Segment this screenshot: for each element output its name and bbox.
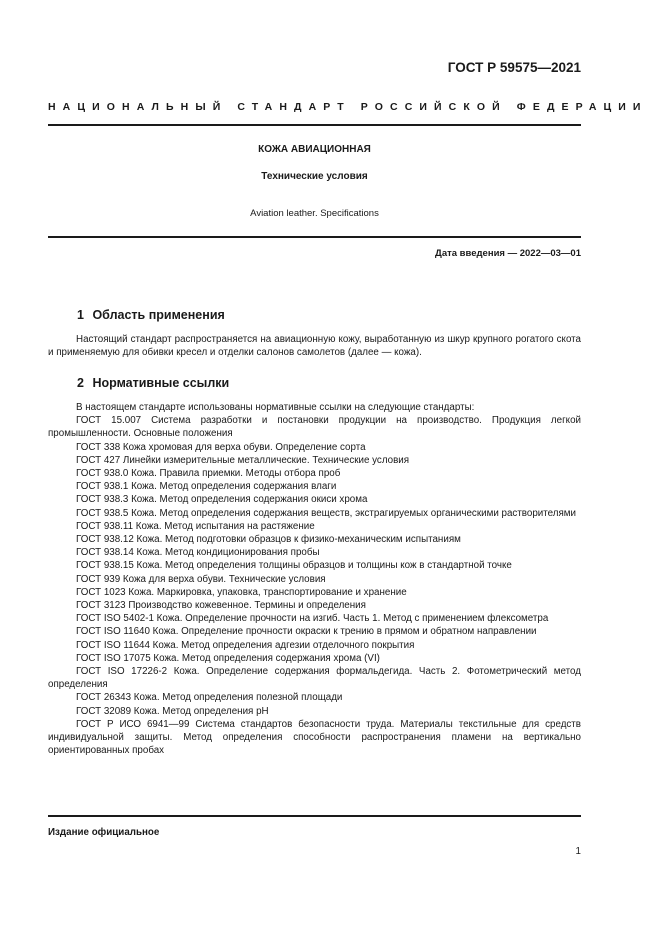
section-1-body [48,333,581,359]
section-1-number: 1 [77,308,84,322]
reference-item: ГОСТ Р ИСО 6941—99 Система стандартов безопасности труда. Материалы текстильные для средств индивидуальной защиты. Метод определения способности распространения пламени на вертикально ориентированных пробах [48,718,581,757]
reference-item: ГОСТ 938.1 Кожа. Метод определения содержания влаги [76,481,337,493]
page-number: 1 [575,846,581,857]
reference-item: ГОСТ 15.007 Система разработки и постановки продукции на производство. Продукция легкой промышленности. Основные положения [48,415,581,440]
reference-item: ГОСТ 26343 Кожа. Метод определения полезной площади [76,692,343,704]
reference-item: ГОСТ 938.14 Кожа. Метод кондиционирования пробы [76,547,320,559]
reference-item: ГОСТ 32089 Кожа. Метод определения pH [76,705,269,717]
reference-item: ГОСТ 939 Кожа для верха обуви. Технические условия [76,573,326,585]
reference-item: ГОСТ ISO 17226-2 Кожа. Определение содержания формальдегида. Часть 2. Фотометрический метод определения [48,666,581,691]
reference-item: ГОСТ 938.12 Кожа. Метод подготовки образцов к физико-механическим испытаниям [76,534,461,546]
reference-item: ГОСТ ISO 5402-1 Кожа. Определение прочности на изгиб. Часть 1. Метод с применением флексометра [76,613,549,625]
reference-item: ГОСТ 1023 Кожа. Маркировка, упаковка, транспортирование и хранение [76,586,407,598]
official-edition-label: Издание официальное [48,827,160,838]
references-intro: В настоящем стандарте использованы нормативные ссылки на следующие стандарты: [76,402,475,413]
reference-item: ГОСТ ISO 11640 Кожа. Определение прочности окраски к трению в прямом и обратном направлении [76,626,537,638]
reference-item: ГОСТ 938.5 Кожа. Метод определения содержания веществ, экстрагируемых органическими растворителями [76,507,576,519]
section-2-heading [77,376,229,390]
section-2-number: 2 [77,376,84,390]
title-divider [48,236,581,238]
section-1-title: Область применения [92,308,225,322]
section-2-body [48,401,581,757]
document-subtitle: Технические условия [261,171,368,182]
standard-number: ГОСТ Р 59575—2021 [447,60,581,75]
section-1-heading [77,308,225,322]
national-standard-banner: НАЦИОНАЛЬНЫЙ СТАНДАРТ РОССИЙСКОЙ ФЕДЕРАЦИИ [48,101,648,113]
reference-item: ГОСТ 338 Кожа хромовая для верха обуви. Определение сорта [76,441,366,453]
section-1-paragraph: Настоящий стандарт распространяется на авиационную кожу, выработанную из шкур крупного рогатого скота и применяемую для обивки кресел и отделки салонов самолетов (далее — кожа). [48,334,581,359]
reference-item: ГОСТ ISO 11644 Кожа. Метод определения адгезии отделочного покрытия [76,639,415,651]
reference-item: ГОСТ 3123 Производство кожевенное. Термины и определения [76,600,366,612]
footer-divider [48,815,581,817]
reference-item: ГОСТ 938.11 Кожа. Метод испытания на растяжение [76,520,315,532]
section-2-title: Нормативные ссылки [92,376,230,390]
reference-item: ГОСТ 427 Линейки измерительные металлические. Технические условия [76,454,410,466]
document-title: КОЖА АВИАЦИОННАЯ [258,144,371,155]
date-introduced: Дата введения — 2022—03—01 [435,248,581,259]
reference-item: ГОСТ 938.0 Кожа. Правила приемки. Методы отбора проб [76,468,341,480]
reference-item: ГОСТ ISO 17075 Кожа. Метод определения содержания хрома (VI) [76,652,380,664]
reference-item: ГОСТ 938.15 Кожа. Метод определения толщины образцов и толщины кож в стандартной точке [76,560,512,572]
top-divider [48,124,581,126]
reference-item: ГОСТ 938.3 Кожа. Метод определения содержания окиси хрома [76,494,368,506]
english-title: Aviation leather. Specifications [250,208,379,219]
